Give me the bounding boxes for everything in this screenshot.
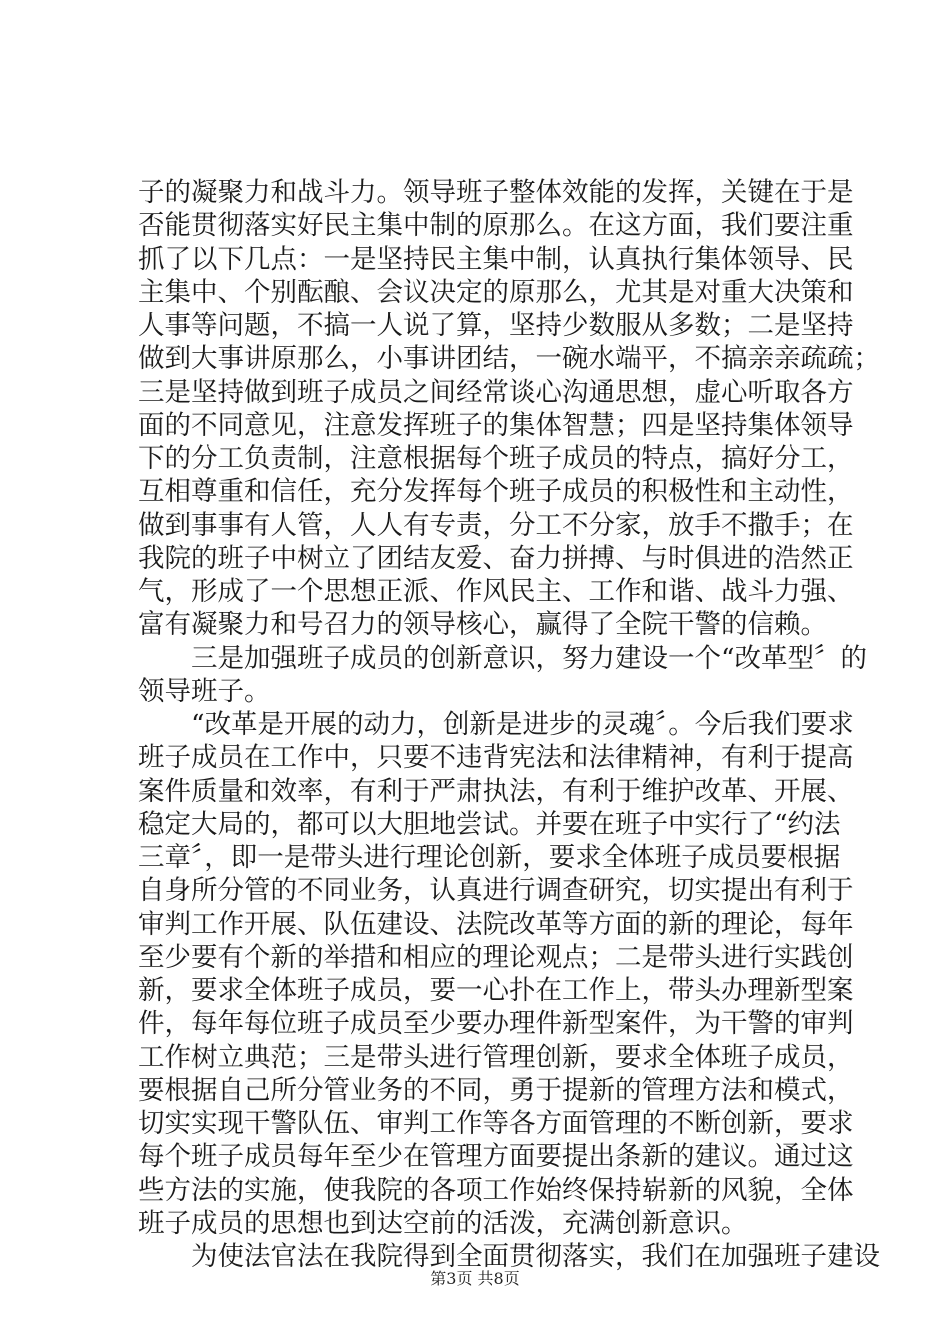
text-line: 工作树立典范；三是带头进行管理创新，要求全体班子成员， [138,1041,854,1073]
text-line: 三是加强班子成员的创新意识，努力建设一个“改革型〞的 [138,642,868,674]
text-line: 否能贯彻落实好民主集中制的原那么。在这方面，我们要注重 [138,210,854,242]
text-line: 为使法官法在我院得到全面贯彻落实，我们在加强班子建设 [138,1241,880,1272]
text-line: 下的分工负责制，注意根据每个班子成员的特点，搞好分工， [138,443,854,474]
text-line: 领导班子。 [138,675,271,707]
text-line: 要根据自己所分管业务的不同，勇于提新的管理方法和模式， [138,1074,854,1106]
text-line: 三是坚持做到班子成员之间经常谈心沟通思想，虚心听取各方 [138,376,854,408]
text-line: 每个班子成员每年至少在管理方面要提出条新的建议。通过这 [138,1141,854,1173]
body-text [138,176,880,1273]
text-line: 面的不同意见，注意发挥班子的集体智慧；四是坚持集体领导 [138,409,854,441]
text-line: 件，每年每位班子成员至少要办理件新型案件，为干警的审判 [138,1008,854,1040]
text-line: 气，形成了一个思想正派、作风民主、工作和谐、战斗力强、 [138,576,854,607]
page-footer: 第3页 共8页 [430,1269,520,1288]
text-line: 切实实现干警队伍、审判工作等各方面管理的不断创新，要求 [138,1108,854,1139]
text-line: 做到事事有人管，人人有专责，分工不分家，放手不撒手；在 [138,509,854,541]
text-line: 做到大事讲原那么，小事讲团结，一碗水端平，不搞亲亲疏疏； [138,343,880,375]
text-line: 互相尊重和信任，充分发挥每个班子成员的积极性和主动性， [138,476,854,508]
text-line: 案件质量和效率，有利于严肃执法，有利于维护改革、开展、 [138,775,854,807]
text-line: 班子成员在工作中，只要不违背宪法和法律精神，有利于提高 [138,742,854,774]
text-line: 新，要求全体班子成员，要一心扑在工作上，带头办理新型案 [138,975,854,1006]
text-line: 子的凝聚力和战斗力。领导班子整体效能的发挥，关键在于是 [138,177,854,208]
text-line: 人事等问题，不搞一人说了算，坚持少数服从多数；二是坚持 [138,310,854,341]
text-line: “改革是开展的动力，创新是进步的灵魂〞。今后我们要求 [138,709,854,740]
text-line: 三章〞，即一是带头进行理论创新，要求全体班子成员要根据 [138,842,841,873]
text-line: 稳定大局的，都可以大胆地尝试。并要在班子中实行了“约法 [138,808,841,840]
text-line: 抓了以下几点：一是坚持民主集中制，认真执行集体领导、民 [138,243,854,275]
text-line: 至少要有个新的举措和相应的理论观点；二是带头进行实践创 [138,941,854,973]
text-line: 审判工作开展、队伍建设、法院改革等方面的新的理论，每年 [138,908,854,940]
text-line: 主集中、个别酝酿、会议决定的原那么，尤其是对重大决策和 [138,276,854,308]
text-line: 我院的班子中树立了团结友爱、奋力拼搏、与时俱进的浩然正 [138,542,854,574]
text-line: 富有凝聚力和号召力的领导核心，赢得了全院干警的信赖。 [138,609,827,641]
text-line: 班子成员的思想也到达空前的活泼，充满创新意识。 [138,1207,748,1239]
text-line: 自身所分管的不同业务，认真进行调查研究，切实提出有利于 [138,875,854,907]
text-line: 些方法的实施，使我院的各项工作始终保持崭新的风貌，全体 [138,1174,854,1206]
